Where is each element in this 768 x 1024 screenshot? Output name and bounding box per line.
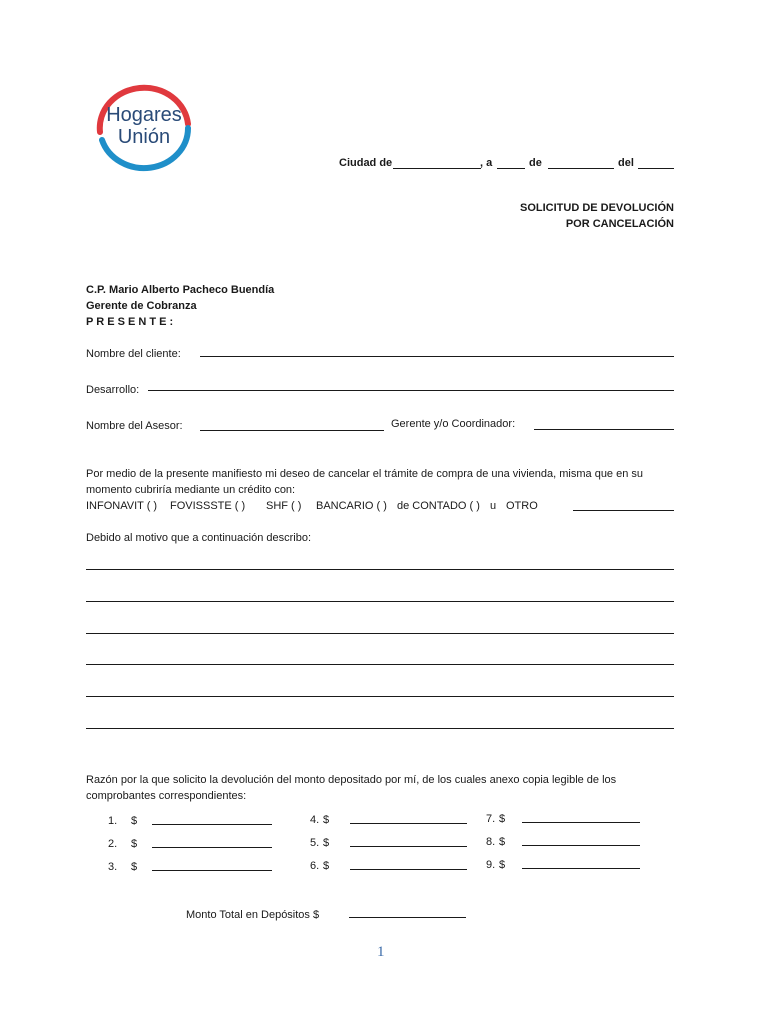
deposit-num: 2. xyxy=(108,838,118,850)
otro-field[interactable] xyxy=(573,510,674,511)
deposit-symbol: $ xyxy=(131,861,138,873)
deposit-num: 7. xyxy=(486,813,496,825)
deposit-field-8[interactable] xyxy=(522,845,640,846)
deposit-symbol: $ xyxy=(323,814,330,826)
desarrollo-label: Desarrollo: xyxy=(86,384,140,396)
presente-label: P R E S E N T E : xyxy=(86,316,174,328)
asesor-field[interactable] xyxy=(200,430,384,431)
deposit-field-3[interactable] xyxy=(152,870,272,871)
total-label: Monto Total en Depósitos $ xyxy=(186,909,320,921)
addressee-role: Gerente de Cobranza xyxy=(86,300,197,312)
deposit-symbol: $ xyxy=(499,813,506,825)
total-field[interactable] xyxy=(349,917,466,918)
deposit-symbol: $ xyxy=(131,815,138,827)
deposit-field-1[interactable] xyxy=(152,824,272,825)
deposit-symbol: $ xyxy=(131,838,138,850)
a-label: , a xyxy=(480,157,493,169)
option-infonavit[interactable]: INFONAVIT ( ) xyxy=(86,500,158,512)
deposit-num: 3. xyxy=(108,861,118,873)
deposit-num: 9. xyxy=(486,859,496,871)
deposit-num: 1. xyxy=(108,815,118,827)
motivo-line[interactable] xyxy=(86,728,674,729)
deposit-field-4[interactable] xyxy=(350,823,467,824)
option-contado[interactable]: de CONTADO ( ) xyxy=(397,500,480,512)
motivo-line[interactable] xyxy=(86,696,674,697)
motivo-line[interactable] xyxy=(86,664,674,665)
logo-text-union: Unión xyxy=(117,126,171,148)
motivo-line[interactable] xyxy=(86,601,674,602)
deposit-field-9[interactable] xyxy=(522,868,640,869)
deposit-field-2[interactable] xyxy=(152,847,272,848)
razon-line2: comprobantes correspondientes: xyxy=(86,790,247,802)
motivo-label: Debido al motivo que a continuación describo: xyxy=(86,532,312,544)
addressee-name: C.P. Mario Alberto Pacheco Buendía xyxy=(86,284,275,296)
cliente-field[interactable] xyxy=(200,356,674,357)
page-number: 1 xyxy=(377,944,385,960)
desarrollo-field[interactable] xyxy=(148,390,674,391)
option-bancario[interactable]: BANCARIO ( ) xyxy=(316,500,387,512)
deposit-field-6[interactable] xyxy=(350,869,467,870)
dia-field[interactable] xyxy=(497,168,525,169)
ciudad-label: Ciudad de xyxy=(339,157,393,169)
document-title-line1: SOLICITUD DE DEVOLUCIÓN xyxy=(519,202,674,214)
paragraph-line1: Por medio de la presente manifiesto mi deseo de cancelar el trámite de compra de una vivienda, misma que en su xyxy=(86,468,644,480)
deposit-field-7[interactable] xyxy=(522,822,640,823)
document-title-line2: POR CANCELACIÓN xyxy=(565,218,674,230)
deposit-symbol: $ xyxy=(499,859,506,871)
ciudad-field[interactable] xyxy=(393,168,481,169)
anio-field[interactable] xyxy=(638,168,674,169)
deposit-field-5[interactable] xyxy=(350,846,467,847)
mes-field[interactable] xyxy=(548,168,614,169)
option-otro[interactable]: OTRO xyxy=(506,500,538,512)
deposit-num: 4. xyxy=(310,814,320,826)
deposit-symbol: $ xyxy=(323,860,330,872)
razon-line1: Razón por la que solicito la devolución del monto depositado por mí, de los cuales anexo copia legible de los xyxy=(86,774,617,786)
paragraph-line2: momento cubriría mediante un crédito con: xyxy=(86,484,296,496)
option-fovissste[interactable]: FOVISSSTE ( ) xyxy=(170,500,246,512)
option-u-label: u xyxy=(490,500,497,512)
asesor-label: Nombre del Asesor: xyxy=(86,420,183,432)
deposit-symbol: $ xyxy=(499,836,506,848)
deposit-num: 8. xyxy=(486,836,496,848)
logo-text-hogares: Hogares xyxy=(106,104,182,126)
cliente-label: Nombre del cliente: xyxy=(86,348,181,360)
deposit-symbol: $ xyxy=(323,837,330,849)
gerente-field[interactable] xyxy=(534,429,674,430)
del-label: del xyxy=(618,157,634,169)
motivo-line[interactable] xyxy=(86,569,674,570)
de-label: de xyxy=(529,157,542,169)
deposit-num: 6. xyxy=(310,860,320,872)
gerente-label: Gerente y/o Coordinador: xyxy=(391,418,516,430)
option-shf[interactable]: SHF ( ) xyxy=(266,500,302,512)
deposit-num: 5. xyxy=(310,837,320,849)
motivo-line[interactable] xyxy=(86,633,674,634)
